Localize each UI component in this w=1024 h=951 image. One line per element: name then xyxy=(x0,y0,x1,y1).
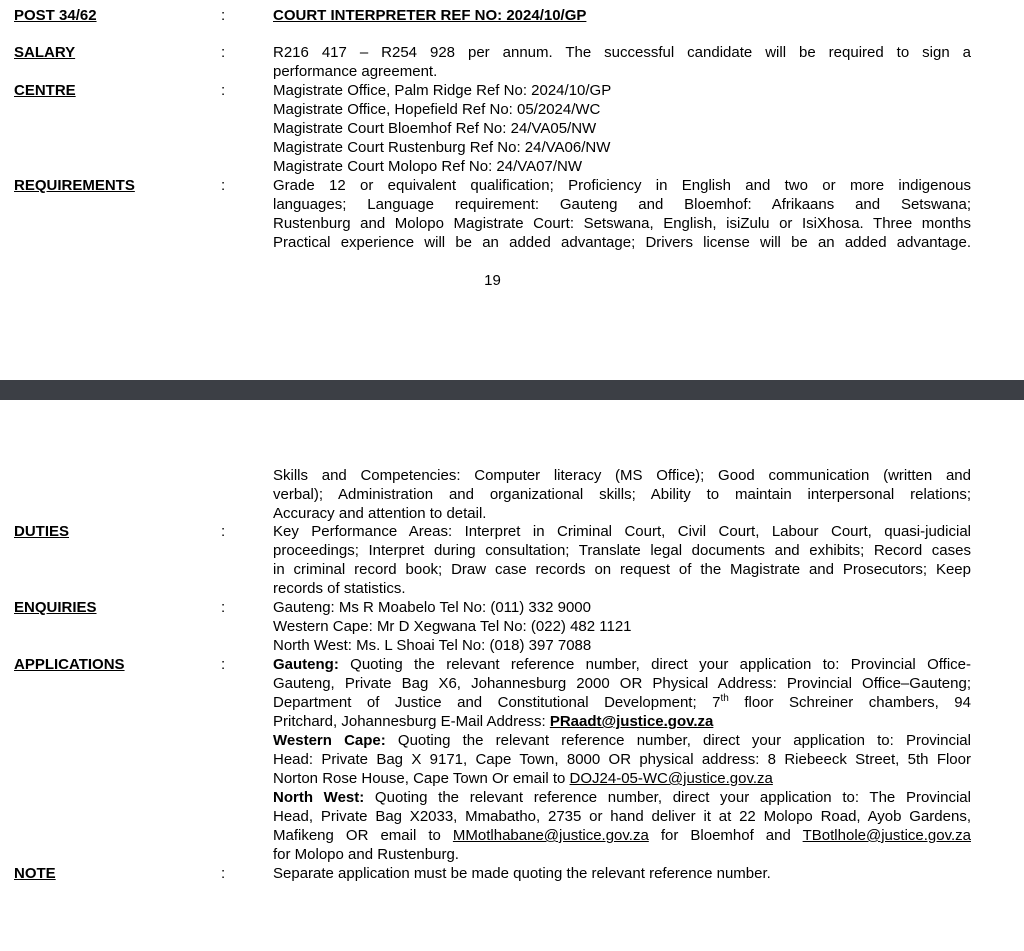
text-line: for Molopo and Rustenburg. xyxy=(273,846,459,863)
text-span: Norton Rose House, Cape Town Or email to xyxy=(273,770,570,787)
text-line: Head: Private Bag X 9171, Cape Town, 8000 OR physical address: 8 Riebeeck Street, 5th Floor xyxy=(273,751,971,768)
north-west-email-link-1[interactable]: MMotlhabane@justice.gov.za xyxy=(452,827,649,844)
gauteng-heading: Gauteng: xyxy=(273,656,339,673)
text-line: Accuracy and attention to detail. xyxy=(273,505,487,522)
western-cape-heading: Western Cape: xyxy=(273,732,386,749)
text-line: Magistrate Court Rustenburg Ref No: 24/VA06/NW xyxy=(273,139,611,156)
applications-text xyxy=(273,655,971,864)
text-line xyxy=(273,826,971,845)
text-line: languages; Language requirement: Gauteng and Bloemhof: Afrikaans and Setswana; xyxy=(273,196,971,213)
text-line: performance agreement. xyxy=(273,63,438,80)
skills-text xyxy=(273,466,971,523)
text-line xyxy=(273,788,971,807)
post-label: POST 34/62 xyxy=(14,7,97,24)
text-line: Magistrate Office, Hopefield Ref No: 05/2024/WC xyxy=(273,101,601,118)
text-line: Gauteng: Ms R Moabelo Tel No: (011) 332 9000 xyxy=(273,599,591,616)
gauteng-email-link[interactable]: PRaadt@justice.gov.za xyxy=(549,713,714,730)
text-line: verbal); Administration and organizational skills; Ability to maintain interpersonal relations; xyxy=(273,486,971,503)
document-page-1 xyxy=(0,0,1024,380)
note-text xyxy=(273,864,971,883)
note-label: NOTE xyxy=(14,865,56,882)
text-span: Quoting the relevant reference number, direct your application to: The Provincial xyxy=(364,789,971,806)
centre-text xyxy=(273,81,971,176)
colon: : xyxy=(221,599,226,616)
page-separator xyxy=(0,380,1024,400)
superscript: th xyxy=(720,693,729,704)
text-line: Gauteng, Private Bag X6, Johannesburg 2000 OR Physical Address: Provincial Office–Gauteng; xyxy=(273,675,971,692)
colon: : xyxy=(221,656,226,673)
salary-label: SALARY xyxy=(14,44,76,61)
text-line: Grade 12 or equivalent qualification; Proficiency in English and two or more indigenous xyxy=(273,177,971,194)
enquiries-label: ENQUIRIES xyxy=(14,599,97,616)
text-line: records of statistics. xyxy=(273,580,406,597)
text-line: Magistrate Court Molopo Ref No: 24/VA07/NW xyxy=(273,158,583,175)
requirements-label: REQUIREMENTS xyxy=(14,177,135,194)
text-line xyxy=(273,731,971,750)
text-span: floor Schreiner chambers, 94 xyxy=(728,694,971,711)
colon: : xyxy=(221,865,226,882)
text-line xyxy=(273,769,971,788)
colon: : xyxy=(221,44,226,61)
applications-label: APPLICATIONS xyxy=(14,656,125,673)
text-line: North West: Ms. L Shoai Tel No: (018) 397 7088 xyxy=(273,637,592,654)
requirements-text xyxy=(273,176,971,252)
text-span: for Bloemhof and xyxy=(648,827,803,844)
page-number: 19 xyxy=(484,272,501,289)
text-line: Skills and Competencies: Computer literacy (MS Office); Good communication (written and xyxy=(273,467,971,484)
text-line: Separate application must be made quoting the relevant reference number. xyxy=(273,865,771,882)
text-line: proceedings; Interpret during consultation; Translate legal documents and exhibits; Record cases xyxy=(273,542,971,559)
salary-text xyxy=(273,43,971,81)
text-line xyxy=(273,712,971,731)
text-line: R216 417 – R254 928 per annum. The successful candidate will be required to sign a xyxy=(273,44,971,61)
text-line: Head, Private Bag X2033, Mmabatho, 2735 or hand deliver it at 22 Molopo Road, Ayob Gardens, xyxy=(273,808,971,825)
text-span: Quoting the relevant reference number, direct your application to: Provincial Office- xyxy=(338,656,971,673)
text-span: Pritchard, Johannesburg E-Mail Address: xyxy=(273,713,550,730)
duties-text xyxy=(273,522,971,598)
text-line: Practical experience will be an added advantage; Drivers license will be an added advantage. xyxy=(273,234,971,251)
text-line: Key Performance Areas: Interpret in Criminal Court, Civil Court, Labour Court, quasi-judicial xyxy=(273,523,971,540)
text-line: Magistrate Court Bloemhof Ref No: 24/VA05/NW xyxy=(273,120,597,137)
text-line: in criminal record book; Draw case records on request of the Magistrate and Prosecutors; Keep xyxy=(273,561,971,578)
text-span: Mafikeng OR email to xyxy=(273,827,453,844)
north-west-heading: North West: xyxy=(273,789,365,806)
text-span: Department of Justice and Constitutional Development; 7 xyxy=(273,694,721,711)
colon: : xyxy=(221,523,226,540)
north-west-email-link-2[interactable]: TBotlhole@justice.gov.za xyxy=(802,827,971,844)
text-line xyxy=(273,655,971,674)
text-span: Quoting the relevant reference number, direct your application to: Provincial xyxy=(385,732,971,749)
text-line: Rustenburg and Molopo Magistrate Court: Setswana, English, isiZulu or IsiXhosa. Three months xyxy=(273,215,971,232)
document-page-2 xyxy=(0,400,1024,951)
text-line: Magistrate Office, Palm Ridge Ref No: 2024/10/GP xyxy=(273,82,612,99)
post-title: COURT INTERPRETER REF NO: 2024/10/GP xyxy=(273,7,587,24)
text-line xyxy=(273,693,971,712)
western-cape-email-link[interactable]: DOJ24-05-WC@justice.gov.za xyxy=(569,770,773,787)
colon: : xyxy=(221,82,226,99)
text-line: Western Cape: Mr D Xegwana Tel No: (022) 482 1121 xyxy=(273,618,632,635)
centre-label: CENTRE xyxy=(14,82,76,99)
colon: : xyxy=(221,177,226,194)
duties-label: DUTIES xyxy=(14,523,70,540)
enquiries-text xyxy=(273,598,971,655)
colon: : xyxy=(221,7,226,24)
